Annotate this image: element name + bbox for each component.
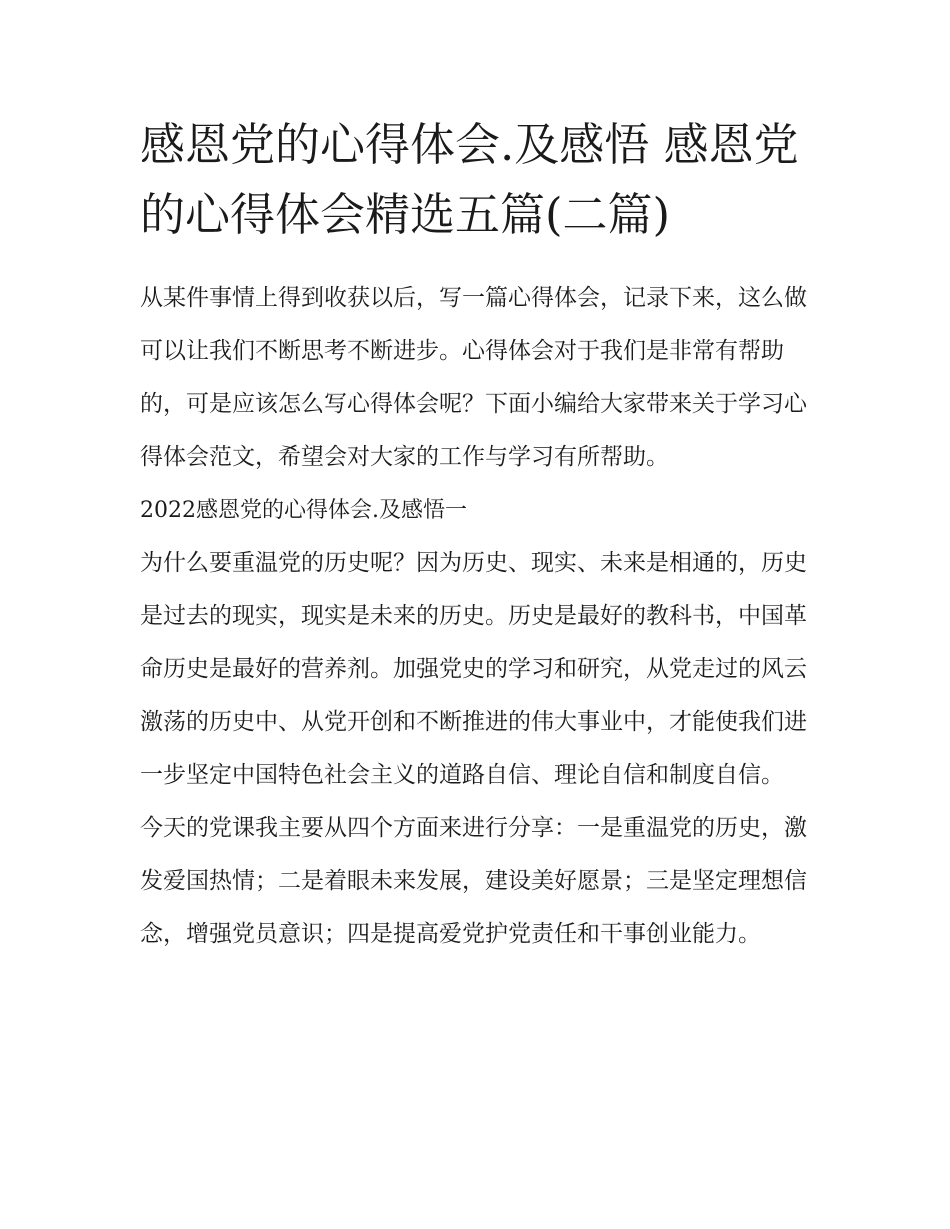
document-page	[140, 110, 815, 961]
history-paragraph: 为什么要重温党的历史呢？因为历史、现实、未来是相通的，历史是过去的现实，现实是未来的历史。历史是最好的教科书，中国革命历史是最好的营养剂。加强党史的学习和研究，从党走过的风云激荡的历史中、从党开创和不断推进的伟大事业中，才能使我们进一步坚定中国特色社会主义的道路自信、理论自信和制度自信。	[140, 550, 807, 788]
lecture-outline-paragraph: 今天的党课我主要从四个方面来进行分享：一是重温党的历史，激发爱国热情；二是着眼未来发展，建设美好愿景；三是坚定理想信念，增强党员意识；四是提高爱党护党责任和干事创业能力。	[140, 815, 807, 947]
intro-paragraph: 从某件事情上得到收获以后，写一篇心得体会，记录下来，这么做可以让我们不断思考不断进步。心得体会对于我们是非常有帮助的，可是应该怎么写心得体会呢？下面小编给大家带来关于学习心得体会范文，希望会对大家的工作与学习有所帮助。	[140, 285, 807, 470]
document-title: 感恩党的心得体会.及感悟 感恩党的心得体会精选五篇(二篇)	[140, 118, 799, 241]
section-heading: 2022感恩党的心得体会.及感悟一	[140, 498, 467, 523]
